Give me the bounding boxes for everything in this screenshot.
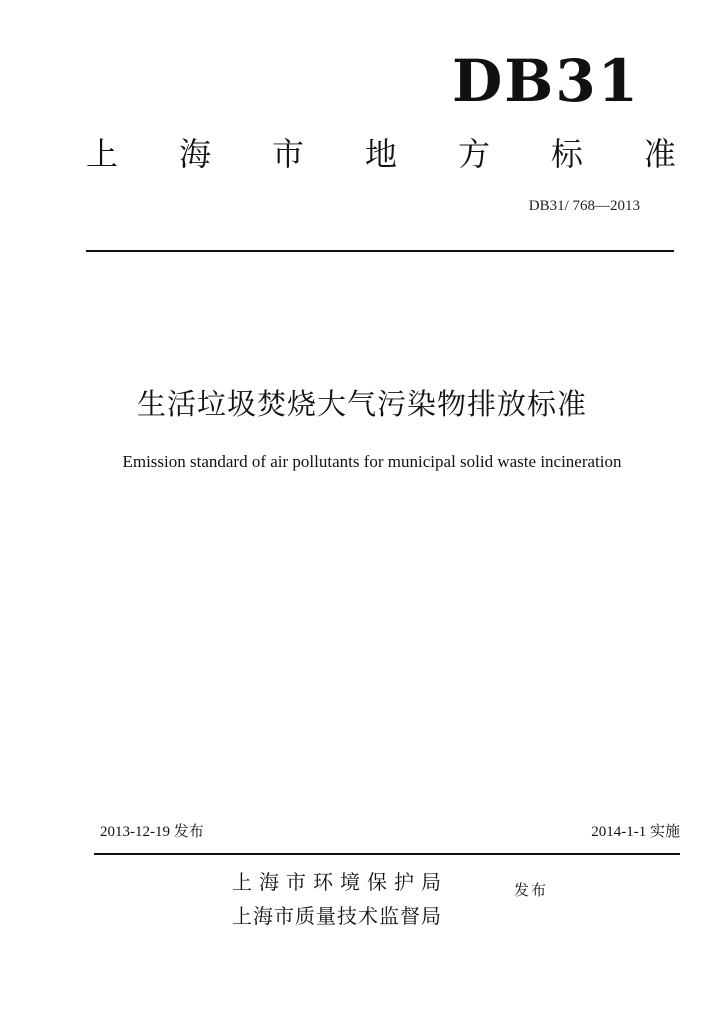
standard-type-char: 方 [457,135,490,173]
issuer-quality-bureau: 上海市质量技术监督局 [232,904,442,928]
standard-code: DB31/ 768—2013 [528,198,640,214]
issuer-environment-bureau: 上海市环境保护局 [232,870,448,894]
standard-type-char: 市 [271,135,304,173]
standard-type-char: 标 [550,135,583,173]
standard-type-char: 地 [364,135,397,173]
effective-date: 2014-1-1 实施 [591,824,680,840]
release-date: 2013-12-19 发布 [100,824,204,840]
header-divider [86,250,674,252]
db31-logo: DB31 [452,47,641,115]
standard-type-heading [86,132,676,176]
standard-type-char: 海 [178,135,211,173]
standard-type-char: 准 [643,135,676,173]
standard-type-char: 上 [86,135,119,173]
footer-divider [94,853,680,855]
document-title-english: Emission standard of air pollutants for municipal solid waste incineration [122,452,622,471]
publish-label: 发布 [514,881,549,899]
document-title-chinese: 生活垃圾焚烧大气污染物排放标准 [136,387,587,421]
